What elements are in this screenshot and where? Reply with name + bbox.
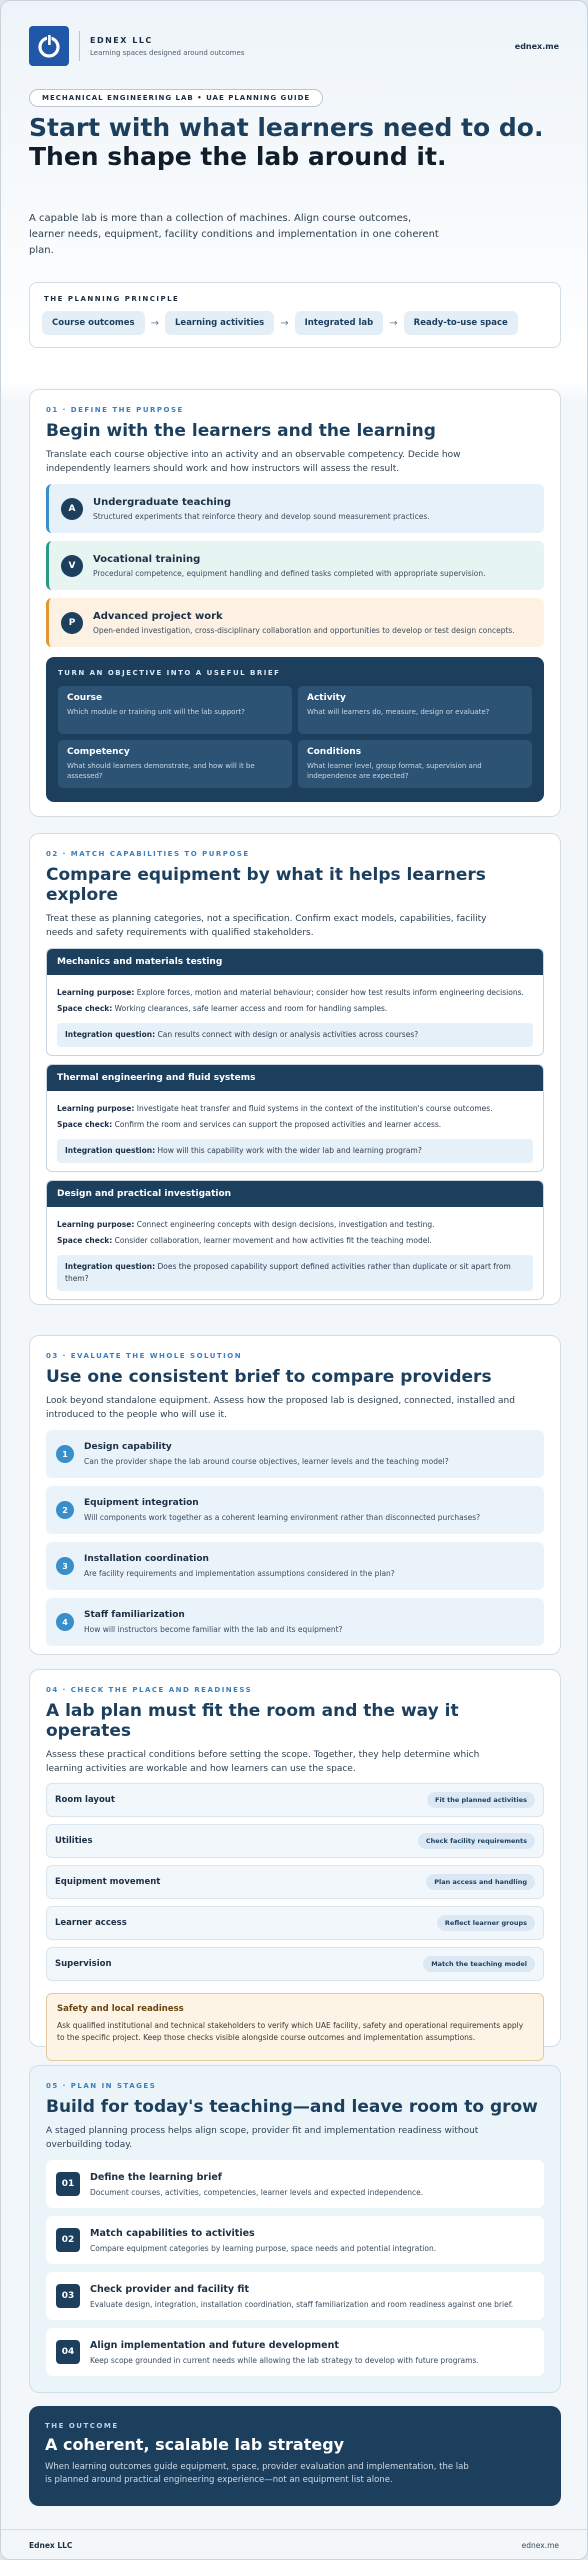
stage-item <box>46 2272 544 2320</box>
brief-cell <box>58 740 292 788</box>
purpose-text: Connect engineering concepts with design decisions, investigation and testing. <box>136 1220 435 1229</box>
capability-space <box>57 1003 533 1015</box>
readiness-row <box>46 1865 544 1899</box>
section-eyebrow: 03 · EVALUATE THE WHOLE SOLUTION <box>46 1352 243 1360</box>
brand-text <box>90 36 244 57</box>
section-lead: A staged planning process helps align scope, provider fit and implementation readiness without overbuilding today. <box>46 2126 479 2150</box>
capability-purpose <box>57 987 533 999</box>
readiness-label: Equipment movement <box>55 1877 161 1887</box>
brief-cell-title: Competency <box>67 747 130 757</box>
label-purpose: Learning purpose: <box>57 988 135 997</box>
readiness-label: Supervision <box>55 1959 112 1969</box>
objective-brief <box>46 657 544 802</box>
readiness-row <box>46 1824 544 1858</box>
arrow-right-icon: → <box>280 317 289 329</box>
question-text: Can results connect with design or analysis activities across courses? <box>157 1030 419 1039</box>
provider-criterion <box>46 1430 544 1478</box>
power-logo-icon <box>36 33 62 59</box>
flow-step: Ready-to-use space <box>404 311 518 335</box>
criterion-number: 3 <box>56 1557 74 1575</box>
capability-purpose <box>57 1219 533 1231</box>
header-divider <box>79 31 80 61</box>
question-text: How will this capability work with the wider lab and learning program? <box>157 1146 422 1155</box>
section-title: Compare equipment by what it helps learners explore <box>46 865 486 905</box>
flow-step: Learning activities <box>165 311 274 335</box>
arrow-right-icon: → <box>150 317 160 329</box>
readiness-tag: Plan access and handling <box>426 1874 535 1890</box>
brief-cell-desc: Which module or training unit will the lab support? <box>67 708 245 716</box>
level-title: Advanced project work <box>93 610 223 622</box>
label-space: Space check: <box>57 1236 113 1245</box>
readiness-label: Learner access <box>55 1918 127 1928</box>
brief-title: TURN AN OBJECTIVE INTO A USEFUL BRIEF <box>58 669 281 677</box>
section-evaluate-solution <box>29 1335 561 1655</box>
label-question: Integration question: <box>65 1146 156 1155</box>
planning-principle <box>29 282 561 348</box>
capability-question <box>57 1023 533 1047</box>
label-space: Space check: <box>57 1004 113 1013</box>
section-eyebrow: 01 · DEFINE THE PURPOSE <box>46 406 184 414</box>
section-title: Begin with the learners and the learning <box>46 421 436 441</box>
criterion-desc: Will components work together as a coherent learning environment rather than disconnected purchases? <box>84 1513 481 1522</box>
readiness-row <box>46 1947 544 1981</box>
provider-criterion <box>46 1542 544 1590</box>
safety-title: Safety and local readiness <box>57 2004 184 2014</box>
safety-callout <box>46 1993 544 2061</box>
capability-question <box>57 1255 533 1291</box>
stage-title: Match capabilities to activities <box>90 2227 255 2239</box>
safety-desc: Ask qualified institutional and technical stakeholders to verify which UAE facility, safety and operational requirements apply to the specific project. Keep those checks visible alongside course outcomes and implementation assumptions. <box>57 2021 524 2042</box>
stage-number: 03 <box>56 2284 80 2308</box>
level-desc: Structured experiments that reinforce theory and develop sound measurement practices. <box>93 511 430 521</box>
brief-cell-title: Conditions <box>307 747 362 757</box>
question-text: Does the proposed capability support defined activities rather than duplicate or sit apart from them? <box>65 1262 511 1283</box>
level-badge: A <box>61 498 83 520</box>
section-eyebrow: 02 · MATCH CAPABILITIES TO PURPOSE <box>46 850 250 858</box>
readiness-tag: Fit the planned activities <box>427 1792 535 1808</box>
flow-step: Integrated lab <box>295 311 384 335</box>
brief-cell-title: Activity <box>307 693 346 703</box>
space-text: Working clearances, safe learner access and room for handling samples. <box>114 1004 388 1013</box>
label-purpose: Learning purpose: <box>57 1104 135 1113</box>
hero-lead: A capable lab is more than a collection of machines. Align course outcomes, learner needs, equipment, facility conditions and implementation in one coherent plan. <box>29 213 439 256</box>
hero-title-line1: Start with what learners need to do. <box>29 113 544 142</box>
label-space: Space check: <box>57 1120 113 1129</box>
capability-title: Design and practical investigation <box>47 1181 543 1207</box>
purpose-text: Investigate heat transfer and fluid systems in the context of the institution's course outcomes. <box>136 1104 493 1113</box>
brief-cell-desc: What should learners demonstrate, and how will it be assessed? <box>67 762 255 780</box>
level-title: Undergraduate teaching <box>93 496 232 508</box>
criterion-number: 1 <box>56 1445 74 1463</box>
section-define-purpose <box>29 389 561 817</box>
outcome-banner <box>29 2406 561 2506</box>
criterion-desc: Can the provider shape the lab around course objectives, learner levels and the teaching model? <box>84 1457 449 1466</box>
stage-item <box>46 2160 544 2208</box>
outcome-eyebrow: THE OUTCOME <box>45 2422 119 2430</box>
stage-number: 01 <box>56 2172 80 2196</box>
section-title: Use one consistent brief to compare providers <box>46 1367 492 1387</box>
section-lead: Assess these practical conditions before setting the scope. Together, they help determine which learning activities are workable and how learners can use the space. <box>46 1750 480 1774</box>
learner-level-card <box>46 484 544 533</box>
site-header <box>29 23 559 69</box>
label-purpose: Learning purpose: <box>57 1220 135 1229</box>
provider-criterion <box>46 1598 544 1646</box>
section-title: A lab plan must fit the room and the way it operates <box>46 1701 459 1741</box>
criterion-desc: Are facility requirements and implementation assumptions considered in the plan? <box>84 1569 395 1578</box>
learner-level-card <box>46 598 544 647</box>
stage-desc: Document courses, activities, competencies, learner levels and expected independence. <box>90 2187 424 2197</box>
brand-logo[interactable] <box>29 26 69 66</box>
hero-title-line2: Then shape the lab around it. <box>29 142 447 171</box>
principle-label: THE PLANNING PRINCIPLE <box>44 295 180 303</box>
level-badge: P <box>61 612 83 634</box>
capability-card <box>46 1064 544 1172</box>
site-link[interactable]: ednex.me <box>514 41 559 51</box>
section-plan-stages <box>29 2065 561 2393</box>
brief-cell <box>298 740 532 788</box>
readiness-row <box>46 1906 544 1940</box>
criterion-desc: How will instructors become familiar with the lab and its equipment? <box>84 1625 343 1634</box>
hero-title <box>29 113 549 171</box>
brief-cell-desc: What will learners do, measure, design or evaluate? <box>307 708 490 716</box>
section-title: Build for today's teaching—and leave room to grow <box>46 2097 538 2117</box>
space-text: Consider collaboration, learner movement and how activities fit the teaching model. <box>114 1236 432 1245</box>
criterion-title: Installation coordination <box>84 1554 209 1564</box>
brand-tagline: Learning spaces designed around outcomes <box>90 48 245 57</box>
brief-cell <box>298 686 532 734</box>
level-desc: Open-ended investigation, cross-disciplinary collaboration and opportunities to develop or test design concepts. <box>93 625 515 635</box>
section-lead: Look beyond standalone equipment. Assess how the proposed lab is designed, connected, installed and introduced to the people who will use it. <box>46 1396 515 1420</box>
section-match-capabilities <box>29 833 561 1305</box>
readiness-label: Room layout <box>55 1795 115 1805</box>
label-question: Integration question: <box>65 1030 156 1039</box>
capability-title: Mechanics and materials testing <box>47 949 543 975</box>
stage-desc: Evaluate design, integration, installation coordination, staff familiarization and room readiness against one brief. <box>90 2299 514 2309</box>
hero-eyebrow: MECHANICAL ENGINEERING LAB • UAE PLANNING GUIDE <box>29 89 323 107</box>
criterion-title: Design capability <box>84 1442 172 1452</box>
footer-brand: Ednex LLC <box>29 2541 73 2550</box>
stage-desc: Keep scope grounded in current needs while allowing the lab strategy to develop with future programs. <box>90 2355 479 2365</box>
brief-cell-desc: What learner level, group format, supervision and independence are expected? <box>307 762 482 780</box>
capability-space <box>57 1235 533 1247</box>
stage-item <box>46 2328 544 2376</box>
flow-step: Course outcomes <box>42 311 145 335</box>
principle-flow <box>42 311 548 335</box>
footer-site-link[interactable]: ednex.me <box>521 2541 559 2550</box>
capability-card <box>46 948 544 1056</box>
stage-number: 02 <box>56 2228 80 2252</box>
stage-number: 04 <box>56 2340 80 2364</box>
capability-card <box>46 1180 544 1300</box>
criterion-number: 4 <box>56 1613 74 1631</box>
brand-name: EDNEX LLC <box>90 35 153 45</box>
stage-title: Align implementation and future development <box>90 2339 339 2351</box>
level-badge: V <box>61 555 83 577</box>
purpose-text: Explore forces, motion and material behaviour; consider how test results inform engineering decisions. <box>136 988 524 997</box>
outcome-title: A coherent, scalable lab strategy <box>45 2435 345 2454</box>
stage-title: Define the learning brief <box>90 2171 222 2183</box>
section-lead: Treat these as planning categories, not a specification. Confirm exact models, capabilities, facility needs and safety requirements with qualified stakeholders. <box>46 914 487 938</box>
brief-cell-title: Course <box>67 693 103 703</box>
arrow-right-icon: → <box>389 317 398 329</box>
space-text: Confirm the room and services can support the proposed activities and learner access. <box>114 1120 442 1129</box>
stage-item <box>46 2216 544 2264</box>
readiness-tag: Check facility requirements <box>418 1833 535 1849</box>
readiness-label: Utilities <box>55 1836 93 1846</box>
brief-cell <box>58 686 292 734</box>
label-question: Integration question: <box>65 1262 156 1271</box>
section-eyebrow: 04 · CHECK THE PLACE AND READINESS <box>46 1686 253 1694</box>
capability-title: Thermal engineering and fluid systems <box>47 1065 543 1091</box>
criterion-title: Equipment integration <box>84 1498 199 1508</box>
site-footer <box>1 2529 587 2560</box>
provider-criterion <box>46 1486 544 1534</box>
capability-space <box>57 1119 533 1131</box>
capability-purpose <box>57 1103 533 1115</box>
readiness-row <box>46 1783 544 1817</box>
criterion-number: 2 <box>56 1501 74 1519</box>
outcome-lead: When learning outcomes guide equipment, space, provider evaluation and implementation, the lab is planned around practical engineering experience—not an equipment list alone. <box>45 2462 469 2485</box>
level-desc: Procedural competence, equipment handling and defined tasks completed with appropriate supervision. <box>93 568 486 578</box>
stage-title: Check provider and facility fit <box>90 2283 249 2295</box>
criterion-title: Staff familiarization <box>84 1610 185 1620</box>
readiness-tag: Match the teaching model <box>423 1956 535 1972</box>
readiness-tag: Reflect learner groups <box>437 1915 535 1931</box>
section-lead: Translate each course objective into an activity and an observable competency. Decide how independently learners should work and how instructors will assess the result. <box>46 450 461 474</box>
learner-level-card <box>46 541 544 590</box>
level-title: Vocational training <box>93 553 201 565</box>
stage-desc: Compare equipment categories by learning purpose, space needs and potential integration. <box>90 2243 437 2253</box>
section-check-readiness <box>29 1669 561 2047</box>
capability-question <box>57 1139 533 1163</box>
section-eyebrow: 05 · PLAN IN STAGES <box>46 2082 157 2090</box>
